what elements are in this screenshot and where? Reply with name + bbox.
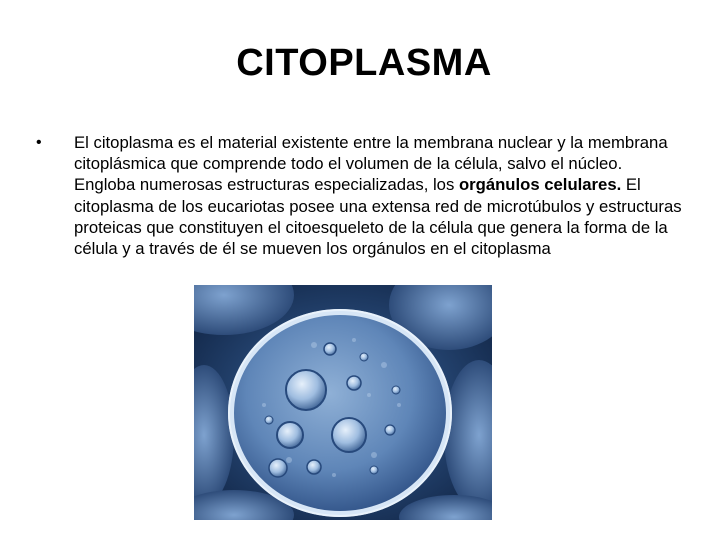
cell-cytoplasm [234, 315, 446, 511]
bullet-text-end: El citoplasma de los eucariotas posee una extensa red de microtúbulos y estructuras proteicas que constituyen el citoesqueleto de la célula que genera la forma de la célula y a través de él se mueven los orgánulos en el citoplasma [74, 175, 682, 259]
bullet-marker: • [36, 134, 42, 151]
bullet-item [36, 132, 686, 259]
bullet-list [36, 132, 686, 259]
slide-title: CITOPLASMA [236, 42, 492, 84]
cell-micrograph-image [194, 285, 492, 520]
cell-micrograph-drawing [194, 285, 492, 520]
bullet-text-start: El citoplasma es el material existente entre la membrana nuclear y la membrana citoplásmica que comprende todo el volumen de la célula, salvo el núcleo. Engloba numerosas estructuras especializadas, los [74, 133, 668, 195]
bullet-text [74, 133, 682, 258]
bullet-bold-term: orgánulos celulares. [458, 175, 622, 195]
